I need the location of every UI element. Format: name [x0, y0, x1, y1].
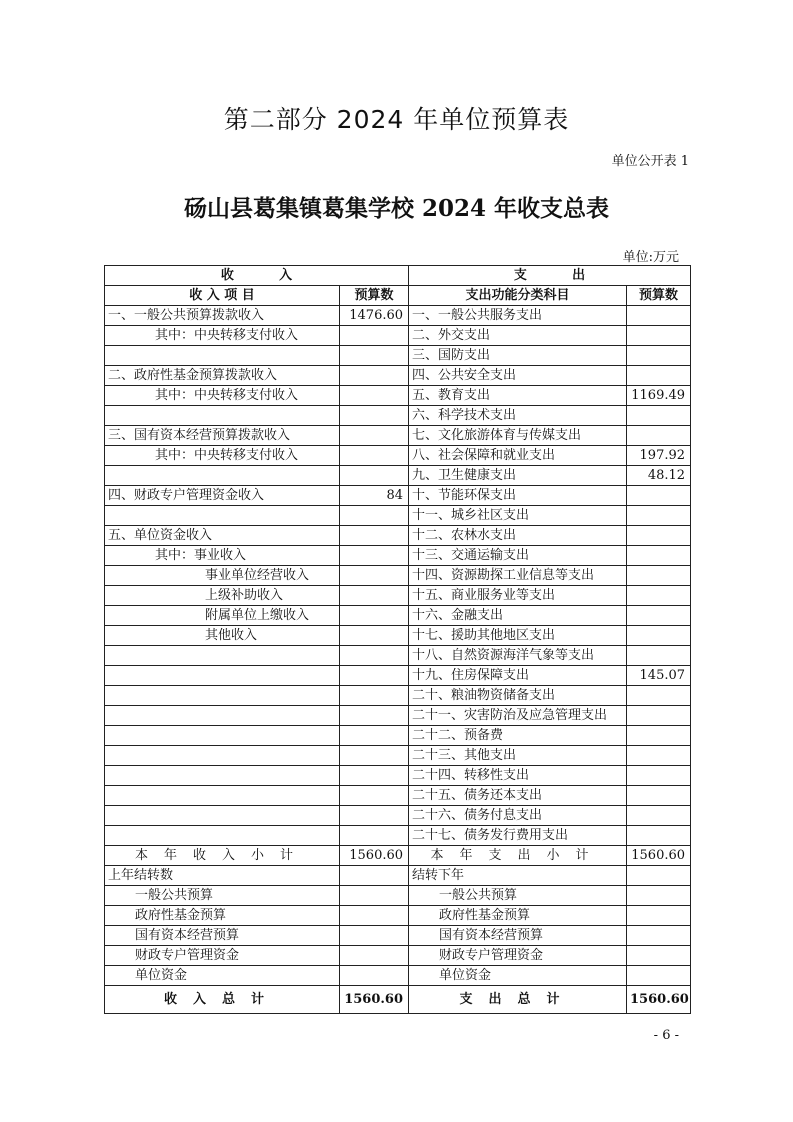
income-amount-cell: [340, 766, 409, 786]
table-row: [105, 626, 691, 646]
income-item-cell: 事业单位经营收入: [105, 566, 340, 586]
carry-expense-item: 政府性基金预算: [409, 906, 627, 926]
expense-item-cell: 二十三、其他支出: [409, 746, 627, 766]
table-row: [105, 746, 691, 766]
income-item-cell: [105, 686, 340, 706]
table-row: [105, 446, 691, 466]
income-amount-cell: [340, 726, 409, 746]
income-amount-cell: 84: [340, 486, 409, 506]
table-row: [105, 506, 691, 526]
expense-amount-cell: [627, 546, 691, 566]
expense-item-cell: 二十、粮油物资储备支出: [409, 686, 627, 706]
carry-row: [105, 926, 691, 946]
group-header-row: [105, 266, 691, 286]
income-amount-cell: [340, 666, 409, 686]
carry-income-item: 政府性基金预算: [105, 906, 340, 926]
unit-label: 单位:万元: [622, 250, 679, 265]
income-amount-cell: 1476.60: [340, 306, 409, 326]
income-item-header: 收 入 项 目: [105, 286, 340, 306]
expense-amount-cell: 197.92: [627, 446, 691, 466]
carry-expense-amount: [627, 966, 691, 986]
income-amount-cell: [340, 606, 409, 626]
carry-expense-item: 单位资金: [409, 966, 627, 986]
expense-amount-cell: [627, 626, 691, 646]
carry-row: [105, 946, 691, 966]
expense-item-cell: 九、卫生健康支出: [409, 466, 627, 486]
table-row: [105, 586, 691, 606]
income-amount-cell: [340, 506, 409, 526]
page-number: - 6 -: [653, 1028, 679, 1043]
expense-amount-cell: [627, 426, 691, 446]
carry-income-item: 单位资金: [105, 966, 340, 986]
income-amount-cell: [340, 346, 409, 366]
expense-amount-cell: [627, 706, 691, 726]
income-item-cell: 二、政府性基金预算拨款收入: [105, 366, 340, 386]
income-item-cell: [105, 826, 340, 846]
table-row: [105, 406, 691, 426]
expense-amount-cell: [627, 566, 691, 586]
carry-income-amount: [340, 866, 409, 886]
expense-group-header: 支 出: [409, 266, 691, 286]
expense-amount-cell: [627, 726, 691, 746]
income-amount-cell: [340, 586, 409, 606]
expense-item-cell: 十一、城乡社区支出: [409, 506, 627, 526]
table-row: [105, 766, 691, 786]
expense-amount-cell: [627, 486, 691, 506]
carry-income-item: 财政专户管理资金: [105, 946, 340, 966]
income-amount-cell: [340, 466, 409, 486]
expense-item-cell: 十九、住房保障支出: [409, 666, 627, 686]
table-row: [105, 786, 691, 806]
expense-item-cell: 二十四、转移性支出: [409, 766, 627, 786]
income-item-cell: [105, 706, 340, 726]
table-row: [105, 346, 691, 366]
expense-total-label: 支出总计: [409, 986, 627, 1014]
expense-amount-cell: 48.12: [627, 466, 691, 486]
income-item-cell: 其他收入: [105, 626, 340, 646]
table-row: [105, 486, 691, 506]
carry-expense-amount: [627, 926, 691, 946]
expense-item-cell: 十七、援助其他地区支出: [409, 626, 627, 646]
income-amount-cell: [340, 386, 409, 406]
income-amount-cell: [340, 526, 409, 546]
income-amount-cell: [340, 806, 409, 826]
expense-total-amount: 1560.60: [627, 986, 691, 1014]
carry-row: [105, 966, 691, 986]
income-item-cell: 五、单位资金收入: [105, 526, 340, 546]
income-amount-cell: [340, 746, 409, 766]
income-total-label: 收入总计: [105, 986, 340, 1014]
expense-amount-cell: [627, 766, 691, 786]
expense-item-cell: 六、科学技术支出: [409, 406, 627, 426]
expense-item-cell: 五、教育支出: [409, 386, 627, 406]
income-item-cell: 一、一般公共预算拨款收入: [105, 306, 340, 326]
table-row: [105, 606, 691, 626]
carry-income-amount: [340, 906, 409, 926]
carry-income-amount: [340, 966, 409, 986]
carry-row: [105, 886, 691, 906]
expense-amount-cell: [627, 526, 691, 546]
income-expense-table: [104, 265, 691, 1014]
public-table-number: 单位公开表 1: [611, 154, 689, 169]
carry-income-item: 国有资本经营预算: [105, 926, 340, 946]
table-row: [105, 806, 691, 826]
table-row: [105, 426, 691, 446]
carry-expense-amount: [627, 886, 691, 906]
income-item-cell: [105, 806, 340, 826]
expense-amount-cell: [627, 606, 691, 626]
table-row: [105, 386, 691, 406]
carry-expense-amount: [627, 866, 691, 886]
carry-expense-amount: [627, 906, 691, 926]
income-amount-cell: [340, 366, 409, 386]
carry-income-amount: [340, 886, 409, 906]
income-amount-header: 预算数: [340, 286, 409, 306]
income-amount-cell: [340, 546, 409, 566]
income-amount-cell: [340, 646, 409, 666]
table-row: [105, 646, 691, 666]
table-row: [105, 686, 691, 706]
income-item-cell: [105, 466, 340, 486]
expense-amount-cell: [627, 786, 691, 806]
income-subtotal-amount: 1560.60: [340, 846, 409, 866]
expense-item-cell: 二十一、灾害防治及应急管理支出: [409, 706, 627, 726]
income-amount-cell: [340, 826, 409, 846]
income-item-cell: [105, 646, 340, 666]
expense-amount-header: 预算数: [627, 286, 691, 306]
income-item-cell: [105, 346, 340, 366]
income-group-header: 收 入: [105, 266, 409, 286]
expense-item-cell: 二十七、债务发行费用支出: [409, 826, 627, 846]
income-item-cell: 上级补助收入: [105, 586, 340, 606]
expense-item-cell: 十五、商业服务业等支出: [409, 586, 627, 606]
expense-amount-cell: [627, 646, 691, 666]
carry-income-amount: [340, 926, 409, 946]
income-item-cell: [105, 406, 340, 426]
income-total-amount: 1560.60: [340, 986, 409, 1014]
expense-item-cell: 二、外交支出: [409, 326, 627, 346]
expense-item-header: 支出功能分类科目: [409, 286, 627, 306]
expense-item-cell: 四、公共安全支出: [409, 366, 627, 386]
expense-amount-cell: [627, 686, 691, 706]
table-row: [105, 466, 691, 486]
expense-item-cell: 十四、资源勘探工业信息等支出: [409, 566, 627, 586]
expense-item-cell: 十二、农林水支出: [409, 526, 627, 546]
carry-row: [105, 866, 691, 886]
expense-amount-cell: [627, 366, 691, 386]
table-row: [105, 706, 691, 726]
table-row: [105, 366, 691, 386]
carry-expense-item: 国有资本经营预算: [409, 926, 627, 946]
table-row: [105, 306, 691, 326]
table-row: [105, 726, 691, 746]
income-item-cell: 附属单位上缴收入: [105, 606, 340, 626]
table-row: [105, 566, 691, 586]
income-amount-cell: [340, 566, 409, 586]
table-row: [105, 526, 691, 546]
income-amount-cell: [340, 326, 409, 346]
expense-amount-cell: 1169.49: [627, 386, 691, 406]
table-row: [105, 546, 691, 566]
carry-income-amount: [340, 946, 409, 966]
income-item-cell: [105, 506, 340, 526]
expense-item-cell: 二十五、债务还本支出: [409, 786, 627, 806]
expense-item-cell: 七、文化旅游体育与传媒支出: [409, 426, 627, 446]
table-row: [105, 326, 691, 346]
column-header-row: [105, 286, 691, 306]
expense-item-cell: 十、节能环保支出: [409, 486, 627, 506]
income-item-cell: 其中：中央转移支付收入: [105, 386, 340, 406]
expense-amount-cell: [627, 746, 691, 766]
income-item-cell: 其中：中央转移支付收入: [105, 446, 340, 466]
income-amount-cell: [340, 406, 409, 426]
expense-amount-cell: [627, 346, 691, 366]
expense-amount-cell: [627, 506, 691, 526]
income-item-cell: [105, 766, 340, 786]
expense-item-cell: 三、国防支出: [409, 346, 627, 366]
income-item-cell: 四、财政专户管理资金收入: [105, 486, 340, 506]
income-subtotal-label: 本年收入小计: [105, 846, 340, 866]
income-amount-cell: [340, 426, 409, 446]
expense-item-cell: 十八、自然资源海洋气象等支出: [409, 646, 627, 666]
expense-amount-cell: [627, 326, 691, 346]
carry-row: [105, 906, 691, 926]
carry-expense-amount: [627, 946, 691, 966]
expense-amount-cell: 145.07: [627, 666, 691, 686]
expense-item-cell: 十三、交通运输支出: [409, 546, 627, 566]
subtotal-row: [105, 846, 691, 866]
income-amount-cell: [340, 626, 409, 646]
income-item-cell: 三、国有资本经营预算拨款收入: [105, 426, 340, 446]
income-item-cell: [105, 726, 340, 746]
expense-item-cell: 一、一般公共服务支出: [409, 306, 627, 326]
carry-income-item: 一般公共预算: [105, 886, 340, 906]
expense-subtotal-amount: 1560.60: [627, 846, 691, 866]
carry-expense-item: 一般公共预算: [409, 886, 627, 906]
income-item-cell: [105, 666, 340, 686]
income-item-cell: 其中：中央转移支付收入: [105, 326, 340, 346]
total-row: [105, 986, 691, 1014]
expense-item-cell: 二十六、债务付息支出: [409, 806, 627, 826]
income-item-cell: [105, 746, 340, 766]
expense-item-cell: 八、社会保障和就业支出: [409, 446, 627, 466]
carry-income-item: 上年结转数: [105, 866, 340, 886]
expense-amount-cell: [627, 586, 691, 606]
expense-item-cell: 十六、金融支出: [409, 606, 627, 626]
carry-expense-item: 结转下年: [409, 866, 627, 886]
expense-amount-cell: [627, 826, 691, 846]
expense-amount-cell: [627, 406, 691, 426]
table-title: 砀山县葛集镇葛集学校 2024 年收支总表: [183, 195, 610, 222]
income-item-cell: [105, 786, 340, 806]
expense-item-cell: 二十二、预备费: [409, 726, 627, 746]
part-title: 第二部分 2024 年单位预算表: [223, 105, 570, 134]
income-amount-cell: [340, 706, 409, 726]
carry-expense-item: 财政专户管理资金: [409, 946, 627, 966]
expense-amount-cell: [627, 306, 691, 326]
table-row: [105, 666, 691, 686]
income-amount-cell: [340, 446, 409, 466]
expense-amount-cell: [627, 806, 691, 826]
expense-subtotal-label: 本年支出小计: [409, 846, 627, 866]
income-item-cell: 其中：事业收入: [105, 546, 340, 566]
income-amount-cell: [340, 686, 409, 706]
income-amount-cell: [340, 786, 409, 806]
table-row: [105, 826, 691, 846]
